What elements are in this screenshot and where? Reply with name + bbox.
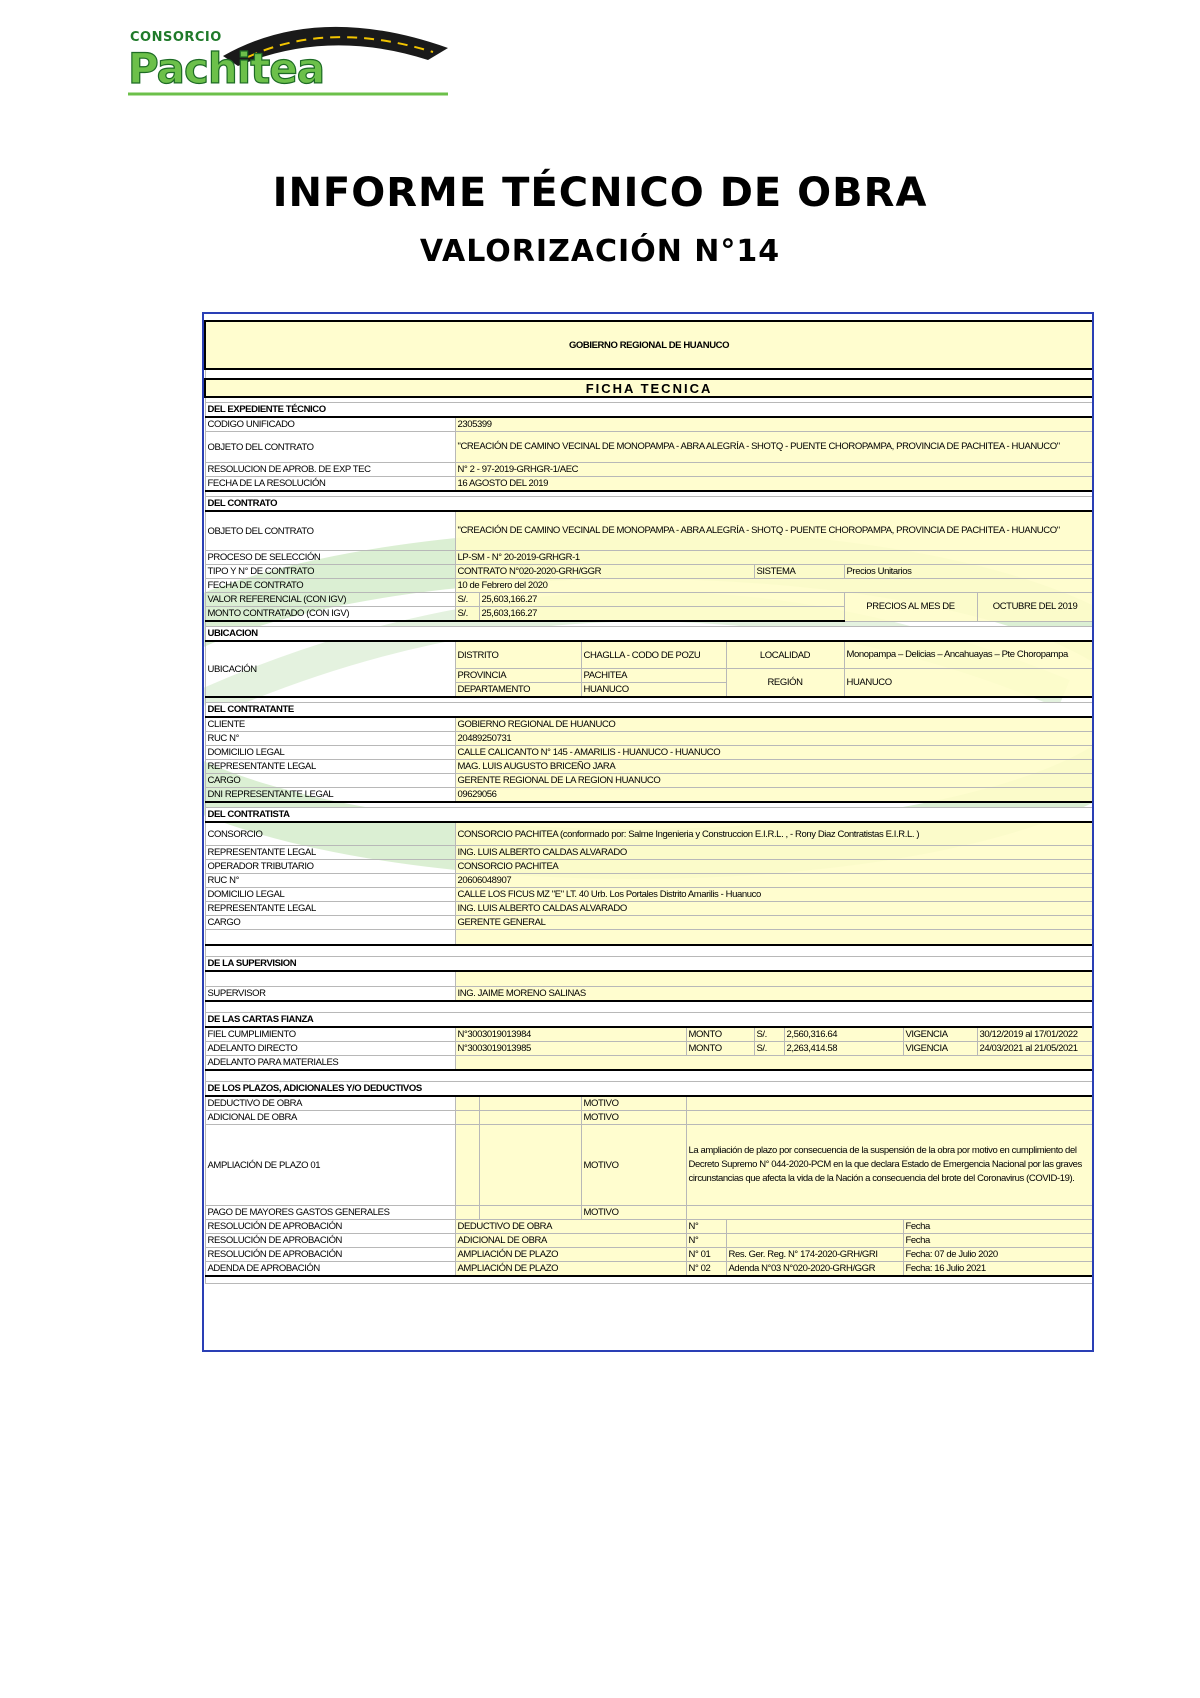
contratista-value: CALLE LOS FICUS MZ "E" LT. 40 Urb. Los Portales Distrito Amarilis - Huanuco [455, 888, 1093, 902]
contratista-value: GERENTE GENERAL [455, 916, 1093, 930]
entity-name: GOBIERNO REGIONAL DE HUANUCO [205, 321, 1093, 369]
monto-contratado-label: MONTO CONTRATADO (CON IGV) [205, 607, 455, 622]
logo-brand-text: Pachitea [128, 44, 325, 93]
localidad-label: LOCALIDAD [726, 641, 844, 669]
proceso-label: PROCESO DE SELECCIÓN [205, 551, 455, 565]
region-label: REGIÓN [726, 669, 844, 698]
resolucion-label: ADENDA DE APROBACIÓN [205, 1262, 455, 1277]
fecha-resolucion-label: FECHA DE LA RESOLUCIÓN [205, 477, 455, 492]
fianza-vigencia: 30/12/2019 al 17/01/2022 [977, 1027, 1093, 1042]
tipo-contrato-label: TIPO Y N° DE CONTRATO [205, 565, 455, 579]
document-subtitle: VALORIZACIÓN N°14 [419, 234, 781, 269]
provincia-value: PACHITEA [581, 669, 726, 683]
contratante-label: CARGO [205, 774, 455, 788]
contratista-label: RUC N° [205, 874, 455, 888]
departamento-label: DEPARTAMENTO [455, 683, 581, 698]
logo-consorcio-text: CONSORCIO [130, 30, 222, 45]
contratante-value: 09629056 [455, 788, 1093, 803]
resolucion-fecha: Fecha: 16 Julio 2021 [903, 1262, 1093, 1277]
ubicacion-label: UBICACIÓN [205, 641, 455, 697]
document-title: INFORME TÉCNICO DE OBRA [272, 170, 928, 216]
contratista-value: ING. LUIS ALBERTO CALDAS ALVARADO [455, 846, 1093, 860]
contratista-label: REPRESENTANTE LEGAL [205, 902, 455, 916]
contratante-label: RUC N° [205, 732, 455, 746]
resolucion-numero: N° [686, 1220, 726, 1234]
consorcio-label: CONSORCIO [205, 822, 455, 846]
resolucion-detalle [726, 1234, 903, 1248]
contratante-label: REPRESENTANTE LEGAL [205, 760, 455, 774]
fianza-monto-label: MONTO [686, 1042, 754, 1056]
fianza-moneda: S/. [754, 1042, 784, 1056]
sistema-label: SISTEMA [754, 565, 844, 579]
resolucion-fecha: Fecha [903, 1234, 1093, 1248]
fianza-label: ADELANTO DIRECTO [205, 1042, 455, 1056]
fecha-contrato-value: 10 de Febrero del 2020 [455, 579, 1093, 593]
contratante-label: DOMICILIO LEGAL [205, 746, 455, 760]
contratante-value: MAG. LUIS AUGUSTO BRICEÑO JARA [455, 760, 1093, 774]
motivo-label: MOTIVO [581, 1096, 686, 1111]
distrito-label: DISTRITO [455, 641, 581, 669]
section-supervision: DE LA SUPERVISION [205, 957, 1093, 972]
section-contrato: DEL CONTRATO [205, 497, 1093, 512]
valor-referencial-value: 25,603,166.27 [479, 593, 844, 607]
contratista-label: REPRESENTANTE LEGAL [205, 846, 455, 860]
fecha-resolucion-value: 16 AGOSTO DEL 2019 [455, 477, 1093, 492]
fianza-vigencia-label: VIGENCIA [903, 1042, 977, 1056]
resolucion-numero: N° 02 [686, 1262, 726, 1277]
provincia-label: PROVINCIA [455, 669, 581, 683]
motivo-label: MOTIVO [581, 1206, 686, 1220]
region-value: HUANUCO [844, 669, 1093, 698]
fianza-vigencia: 24/03/2021 al 21/05/2021 [977, 1042, 1093, 1056]
resolucion-label: RESOLUCIÓN DE APROBACIÓN [205, 1234, 455, 1248]
resolucion-fecha: Fecha [903, 1220, 1093, 1234]
fianza-vigencia-label: VIGENCIA [903, 1027, 977, 1042]
contratista-value: 20606048907 [455, 874, 1093, 888]
resolucion-tipo: AMPLIACIÓN DE PLAZO [455, 1248, 686, 1262]
contratista-label: OPERADOR TRIBUTARIO [205, 860, 455, 874]
supervisor-label: SUPERVISOR [205, 987, 455, 1002]
deductivo-label: DEDUCTIVO DE OBRA [205, 1096, 455, 1111]
objeto-contrato-label: OBJETO DEL CONTRATO [205, 511, 455, 551]
valor-referencial-label: VALOR REFERENCIAL (CON IGV) [205, 593, 455, 607]
resolucion-label: RESOLUCIÓN DE APROBACIÓN [205, 1248, 455, 1262]
consorcio-value: CONSORCIO PACHITEA (conformado por: Salme Ingenieria y Construccion E.I.R.L. , - Rony Diaz Contratistas E.I.R.L. ) [455, 822, 1093, 846]
resolucion-exp-value: N° 2 - 97-2019-GRHGR-1/AEC [455, 463, 1093, 477]
objeto-expediente-label: OBJETO DEL CONTRATO [205, 432, 455, 463]
resolucion-numero: N° [686, 1234, 726, 1248]
fianza-moneda: S/. [754, 1027, 784, 1042]
contratante-value: 20489250731 [455, 732, 1093, 746]
contratante-value: GERENTE REGIONAL DE LA REGION HUANUCO [455, 774, 1093, 788]
fianza-label: FIEL CUMPLIMIENTO [205, 1027, 455, 1042]
valor-moneda: S/. [455, 593, 479, 607]
fianza-label: ADELANTO PARA MATERIALES [205, 1056, 455, 1071]
fianza-monto-label: MONTO [686, 1027, 754, 1042]
section-plazos: DE LOS PLAZOS, ADICIONALES Y/O DEDUCTIVOS [205, 1082, 1093, 1097]
resolucion-tipo: DEDUCTIVO DE OBRA [455, 1220, 686, 1234]
contratante-label: CLIENTE [205, 717, 455, 732]
objeto-contrato-value: "CREACIÓN DE CAMINO VECINAL DE MONOPAMPA - ABRA ALEGRÍA - SHOTQ - PUENTE CHOROPAMPA, PROVINCIA DE PACHITEA - HUANUCO" [455, 511, 1093, 551]
pago-gastos-label: PAGO DE MAYORES GASTOS GENERALES [205, 1206, 455, 1220]
contratante-value: GOBIERNO REGIONAL DE HUANUCO [455, 717, 1093, 732]
codigo-label: CODIGO UNIFICADO [205, 417, 455, 432]
resolucion-tipo: AMPLIACIÓN DE PLAZO [455, 1262, 686, 1277]
ficha-tecnica-sheet [202, 312, 1094, 1352]
ampliacion-label: AMPLIACIÓN DE PLAZO 01 [205, 1125, 455, 1206]
motivo-label: MOTIVO [581, 1111, 686, 1125]
localidad-value: Monopampa – Delicias – Ancahuayas – Pte Choropampa [844, 641, 1093, 669]
precios-mes-label: PRECIOS AL MES DE [844, 593, 977, 622]
section-ubicacion: UBICACION [205, 627, 1093, 642]
section-expediente: DEL EXPEDIENTE TÉCNICO [205, 403, 1093, 418]
supervisor-value: ING. JAIME MORENO SALINAS [455, 987, 1093, 1002]
objeto-expediente-value: "CREACIÓN DE CAMINO VECINAL DE MONOPAMPA - ABRA ALEGRÍA - SHOTQ - PUENTE CHOROPAMPA, PROVINCIA DE PACHITEA - HUANUCO" [455, 432, 1093, 463]
ficha-table [204, 314, 1094, 1284]
motivo-ampliacion: La ampliación de plazo por consecuencia de la suspensión de la obra por motivo en cumplimiento del Decreto Supremo N° 044-2020-PCM en la que declara Estado de Emergencia Nacional por las graves circunstancias que afecta la vida de la Nación a consecuencia del brote del Coronavirus (COVID-19). [686, 1125, 1093, 1206]
contratista-label: DOMICILIO LEGAL [205, 888, 455, 902]
motivo-label: MOTIVO [581, 1125, 686, 1206]
fecha-contrato-label: FECHA DE CONTRATO [205, 579, 455, 593]
sheet-heading: FICHA TECNICA [205, 379, 1093, 397]
proceso-value: LP-SM - N° 20-2019-GRHGR-1 [455, 551, 1093, 565]
monto-contratado-value: 25,603,166.27 [479, 607, 844, 622]
resolucion-fecha: Fecha: 07 de Julio 2020 [903, 1248, 1093, 1262]
resolucion-detalle: Res. Ger. Reg. N° 174-2020-GRH/GRI [726, 1248, 903, 1262]
contratista-value: CONSORCIO PACHITEA [455, 860, 1093, 874]
company-logo [128, 8, 458, 98]
section-contratista: DEL CONTRATISTA [205, 808, 1093, 823]
codigo-value: 2305399 [455, 417, 1093, 432]
contratante-label: DNI REPRESENTANTE LEGAL [205, 788, 455, 803]
fianza-monto: 2,560,316.64 [784, 1027, 903, 1042]
sistema-value: Precios Unitarios [844, 565, 1093, 579]
fianza-monto: 2,263,414.58 [784, 1042, 903, 1056]
resolucion-detalle: Adenda N°03 N°020-2020-GRH/GGR [726, 1262, 903, 1277]
monto-moneda: S/. [455, 607, 479, 622]
departamento-value: HUANUCO [581, 683, 726, 698]
resolucion-tipo: ADICIONAL DE OBRA [455, 1234, 686, 1248]
section-contratante: DEL CONTRATANTE [205, 703, 1093, 718]
section-fianzas: DE LAS CARTAS FIANZA [205, 1013, 1093, 1028]
contratista-value: ING. LUIS ALBERTO CALDAS ALVARADO [455, 902, 1093, 916]
precios-mes-value: OCTUBRE DEL 2019 [977, 593, 1093, 622]
tipo-contrato-value: CONTRATO N°020-2020-GRH/GGR [455, 565, 754, 579]
contratante-value: CALLE CALICANTO N° 145 - AMARILIS - HUANUCO - HUANUCO [455, 746, 1093, 760]
resolucion-detalle [726, 1220, 903, 1234]
contratista-label: CARGO [205, 916, 455, 930]
resolucion-numero: N° 01 [686, 1248, 726, 1262]
fianza-numero: N°3003019013984 [455, 1027, 686, 1042]
adicional-label: ADICIONAL DE OBRA [205, 1111, 455, 1125]
fianza-numero: N°3003019013985 [455, 1042, 686, 1056]
distrito-value: CHAGLLA - CODO DE POZU [581, 641, 726, 669]
resolucion-label: RESOLUCIÓN DE APROBACIÓN [205, 1220, 455, 1234]
resolucion-exp-label: RESOLUCION DE APROB. DE EXP TEC [205, 463, 455, 477]
